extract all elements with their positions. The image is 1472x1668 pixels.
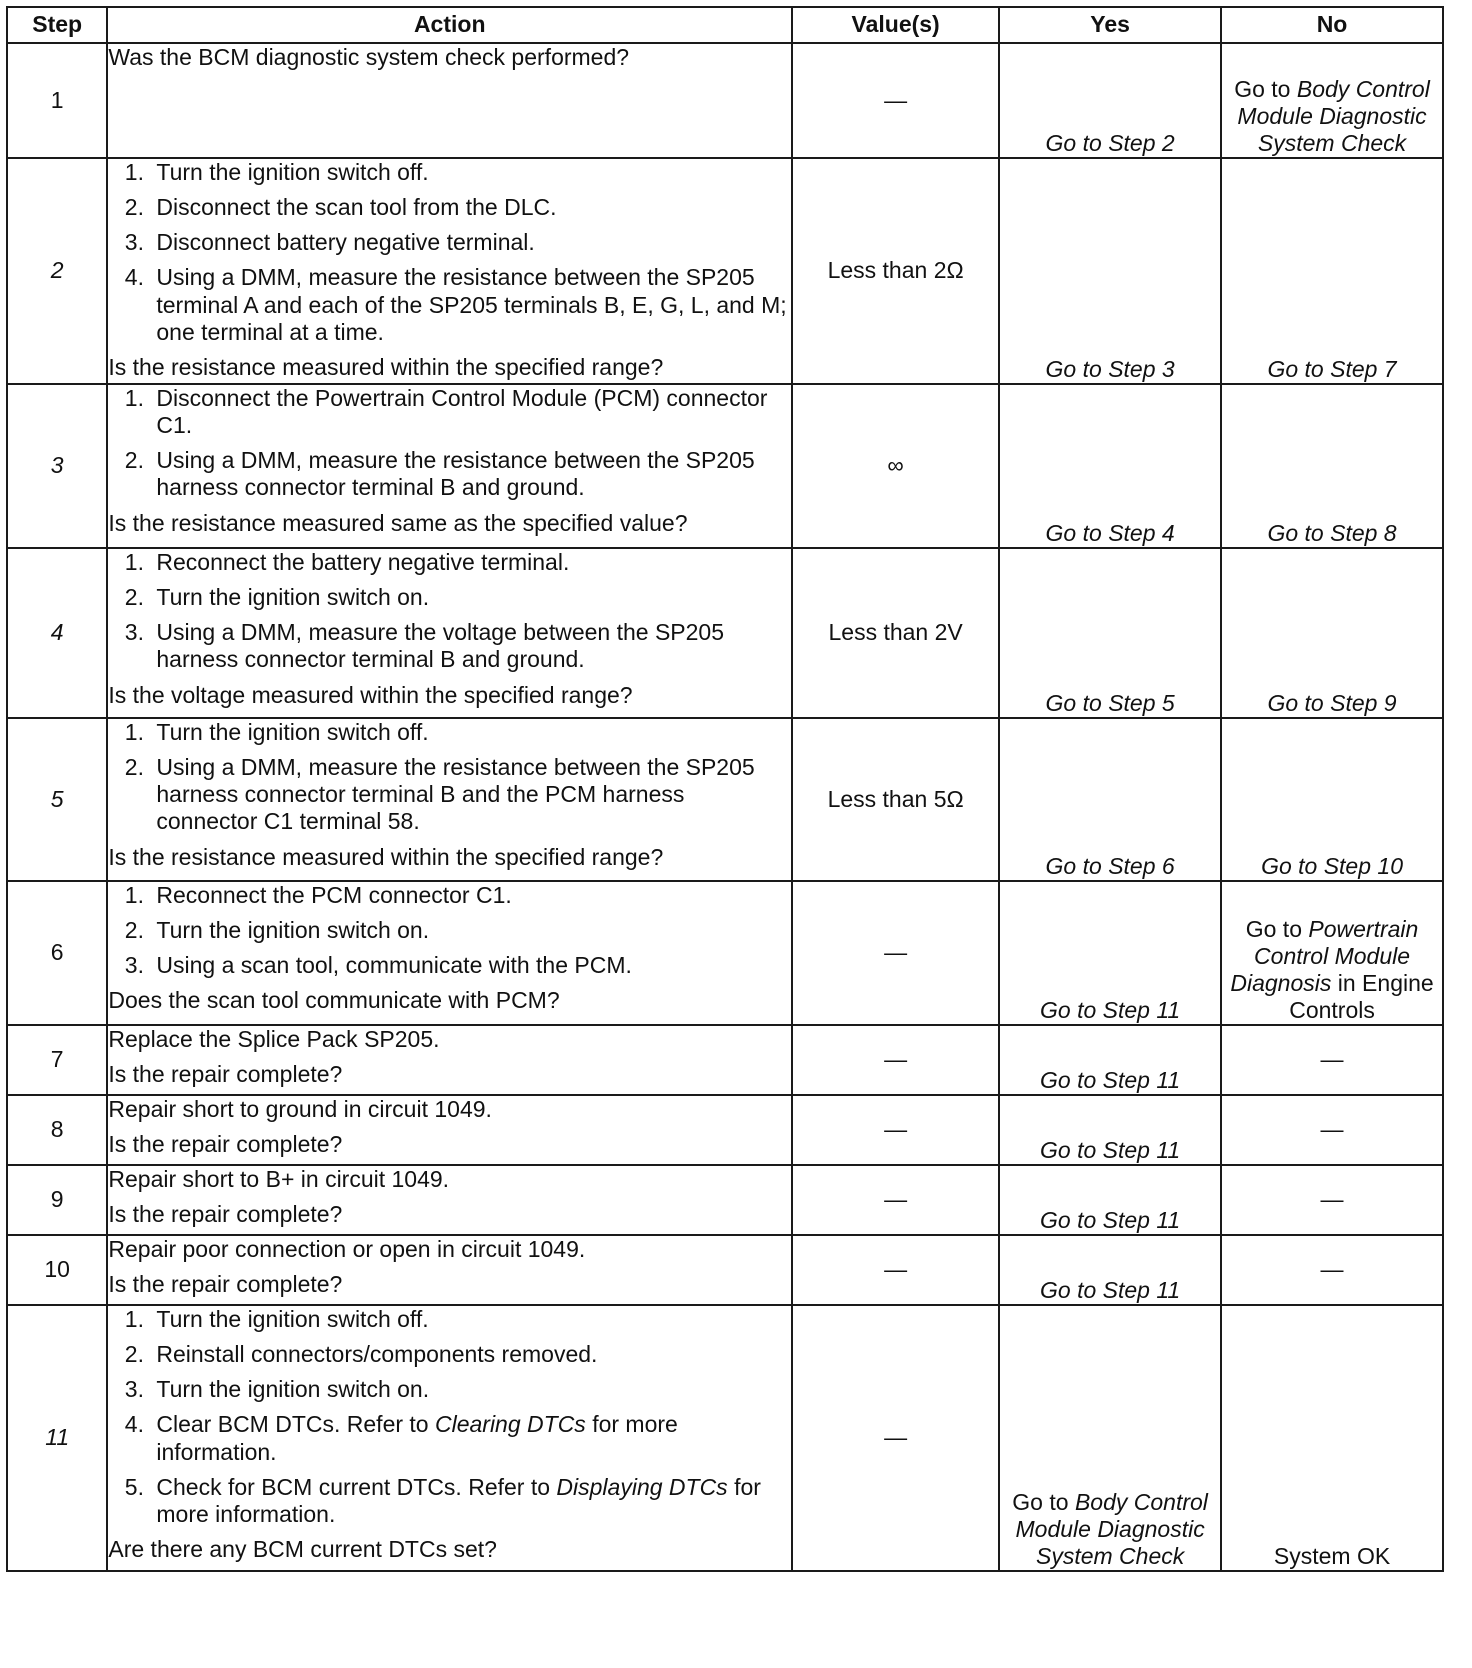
no-link: Go to Step 7 (1267, 355, 1397, 382)
header-values: Value(s) (792, 7, 999, 43)
no-cell: — (1221, 1025, 1443, 1095)
action-steps (108, 385, 791, 502)
yes-cell (999, 1025, 1221, 1095)
action-steps (108, 1306, 791, 1528)
action-line: Repair short to ground in circuit 1049. (108, 1096, 492, 1122)
value-cell: — (792, 1305, 999, 1571)
action-question: Was the BCM diagnostic system check performed? (108, 44, 630, 70)
action-cell (107, 881, 792, 1025)
action-step: 1. Turn the ignition switch off. (150, 159, 791, 186)
header-step: Step (7, 7, 107, 43)
action-step: 2. Turn the ignition switch on. (150, 917, 791, 944)
table-row (7, 548, 1443, 718)
action-cell (107, 1095, 792, 1165)
header-yes: Yes (999, 7, 1221, 43)
no-cell (1221, 548, 1443, 718)
yes-prefix: Go to (1012, 1488, 1075, 1515)
action-question: Is the voltage measured within the specified range? (108, 681, 633, 708)
no-link: Go to Step 8 (1267, 519, 1397, 546)
yes-cell (999, 1235, 1221, 1305)
no-link: Go to Step 10 (1261, 852, 1403, 879)
action-cell (107, 1235, 792, 1305)
action-question: Does the scan tool communicate with PCM? (108, 987, 560, 1014)
action-step: 2. Using a DMM, measure the resistance between the SP205 harness connector terminal B and the PCM harness connector C1 terminal 58. (150, 754, 791, 835)
step-number: 7 (7, 1025, 107, 1095)
reference-link: Clearing DTCs (434, 1411, 586, 1438)
no-cell: — (1221, 1165, 1443, 1235)
no-link: Body Control Module Diagnostic System Check (1237, 75, 1430, 156)
table-row (7, 718, 1443, 881)
step-number: 10 (7, 1235, 107, 1305)
yes-cell (999, 1095, 1221, 1165)
value-cell: Less than 2Ω (792, 158, 999, 384)
step-text: for more information. (156, 1473, 761, 1527)
no-suffix: in Engine Controls (1289, 969, 1434, 1023)
action-question: Is the resistance measured within the specified range? (108, 843, 664, 870)
action-cell (107, 43, 792, 158)
action-question: Is the resistance measured within the specified range? (108, 353, 664, 380)
action-step: 2. Turn the ignition switch on. (150, 584, 791, 611)
header-no: No (1221, 7, 1443, 43)
value-cell: — (792, 1165, 999, 1235)
action-question: Is the repair complete? (108, 1201, 343, 1228)
action-question: Is the repair complete? (108, 1061, 343, 1088)
table-row (7, 1165, 1443, 1235)
header-action: Action (107, 7, 792, 43)
yes-link: Go to Step 4 (1045, 519, 1175, 546)
no-cell (1221, 1305, 1443, 1571)
action-line: Replace the Splice Pack SP205. (108, 1026, 440, 1052)
table-row (7, 1025, 1443, 1095)
action-steps (108, 719, 791, 836)
value-cell: ∞ (792, 384, 999, 548)
action-cell (107, 384, 792, 548)
yes-link: Go to Step 11 (1040, 1276, 1181, 1303)
table-row (7, 1235, 1443, 1305)
action-cell (107, 1305, 792, 1571)
action-step: 2. Using a DMM, measure the resistance between the SP205 harness connector terminal B and ground. (150, 447, 791, 501)
no-cell: — (1221, 1235, 1443, 1305)
value-cell: — (792, 43, 999, 158)
step-text: Clear BCM DTCs. Refer to (156, 1411, 435, 1438)
value-cell: — (792, 1235, 999, 1305)
action-cell (107, 158, 792, 384)
action-step (150, 1411, 791, 1465)
no-cell: — (1221, 1095, 1443, 1165)
yes-link: Go to Step 3 (1045, 355, 1175, 382)
action-steps (108, 549, 791, 674)
step-number: 5 (7, 718, 107, 881)
no-cell (1221, 384, 1443, 548)
action-step: 1. Reconnect the battery negative terminal. (150, 549, 791, 576)
yes-link: Go to Step 6 (1045, 852, 1175, 879)
step-number: 6 (7, 881, 107, 1025)
yes-cell (999, 384, 1221, 548)
yes-link: Go to Step 11 (1040, 1066, 1181, 1093)
yes-link: Go to Step 11 (1040, 1206, 1181, 1233)
action-step: 2. Reinstall connectors/components removed. (150, 1341, 791, 1368)
action-question: Is the resistance measured same as the specified value? (108, 509, 688, 536)
action-step: 3. Turn the ignition switch on. (150, 1376, 791, 1403)
step-number: 9 (7, 1165, 107, 1235)
no-prefix: Go to (1245, 915, 1309, 942)
step-number: 8 (7, 1095, 107, 1165)
action-step (150, 1474, 791, 1528)
table-row (7, 158, 1443, 384)
action-step: 1. Turn the ignition switch off. (150, 719, 791, 746)
no-link: Go to Step 9 (1267, 689, 1397, 716)
no-result: System OK (1273, 1542, 1391, 1569)
value-cell: Less than 2V (792, 548, 999, 718)
no-link: Powertrain Control Module Diagnosis (1230, 915, 1419, 996)
step-number: 4 (7, 548, 107, 718)
yes-cell (999, 1165, 1221, 1235)
reference-link: Displaying DTCs (556, 1473, 728, 1500)
action-step: 1. Turn the ignition switch off. (150, 1306, 791, 1333)
no-prefix: Go to (1234, 75, 1297, 102)
step-text: for more information. (156, 1411, 678, 1465)
action-cell (107, 1165, 792, 1235)
no-cell (1221, 158, 1443, 384)
action-cell (107, 718, 792, 881)
action-step: 3. Using a scan tool, communicate with the PCM. (150, 952, 791, 979)
yes-link: Go to Step 5 (1045, 689, 1175, 716)
value-cell: — (792, 881, 999, 1025)
table-row (7, 384, 1443, 548)
action-line: Repair poor connection or open in circuit 1049. (108, 1236, 586, 1262)
yes-cell (999, 718, 1221, 881)
no-cell (1221, 718, 1443, 881)
step-number: 11 (7, 1305, 107, 1571)
yes-link: Go to Step 11 (1040, 996, 1181, 1023)
action-step: 3. Disconnect battery negative terminal. (150, 229, 791, 256)
action-question: Are there any BCM current DTCs set? (108, 1535, 497, 1562)
step-number: 3 (7, 384, 107, 548)
step-number: 2 (7, 158, 107, 384)
yes-cell (999, 548, 1221, 718)
action-question: Is the repair complete? (108, 1131, 343, 1158)
yes-cell (999, 43, 1221, 158)
table-row (7, 1305, 1443, 1571)
action-cell (107, 1025, 792, 1095)
no-cell (1221, 43, 1443, 158)
table-row (7, 1095, 1443, 1165)
header-row (7, 7, 1443, 43)
yes-cell (999, 1305, 1221, 1571)
value-cell: Less than 5Ω (792, 718, 999, 881)
action-step: 3. Using a DMM, measure the voltage between the SP205 harness connector terminal B and ground. (150, 619, 791, 673)
yes-link: Go to Step 11 (1040, 1136, 1181, 1163)
table-row (7, 43, 1443, 158)
action-step: 1. Disconnect the Powertrain Control Module (PCM) connector C1. (150, 385, 791, 439)
value-cell: — (792, 1095, 999, 1165)
action-cell (107, 548, 792, 718)
step-text: Check for BCM current DTCs. Refer to (156, 1473, 557, 1500)
action-question: Is the repair complete? (108, 1271, 343, 1298)
action-step: 4. Using a DMM, measure the resistance between the SP205 terminal A and each of the SP205 terminals B, E, G, L, and M; one terminal at a time. (150, 264, 791, 345)
action-step: 1. Reconnect the PCM connector C1. (150, 882, 791, 909)
action-line: Repair short to B+ in circuit 1049. (108, 1166, 450, 1192)
action-steps (108, 882, 791, 979)
table-row (7, 881, 1443, 1025)
value-cell: — (792, 1025, 999, 1095)
yes-link: Go to Step 2 (1045, 129, 1175, 156)
yes-cell (999, 881, 1221, 1025)
no-cell (1221, 881, 1443, 1025)
action-steps (108, 159, 791, 346)
yes-cell (999, 158, 1221, 384)
diagnostic-table (6, 6, 1444, 1572)
action-step: 2. Disconnect the scan tool from the DLC. (150, 194, 791, 221)
step-number: 1 (7, 43, 107, 158)
yes-link: Body Control Module Diagnostic System Check (1015, 1488, 1208, 1569)
